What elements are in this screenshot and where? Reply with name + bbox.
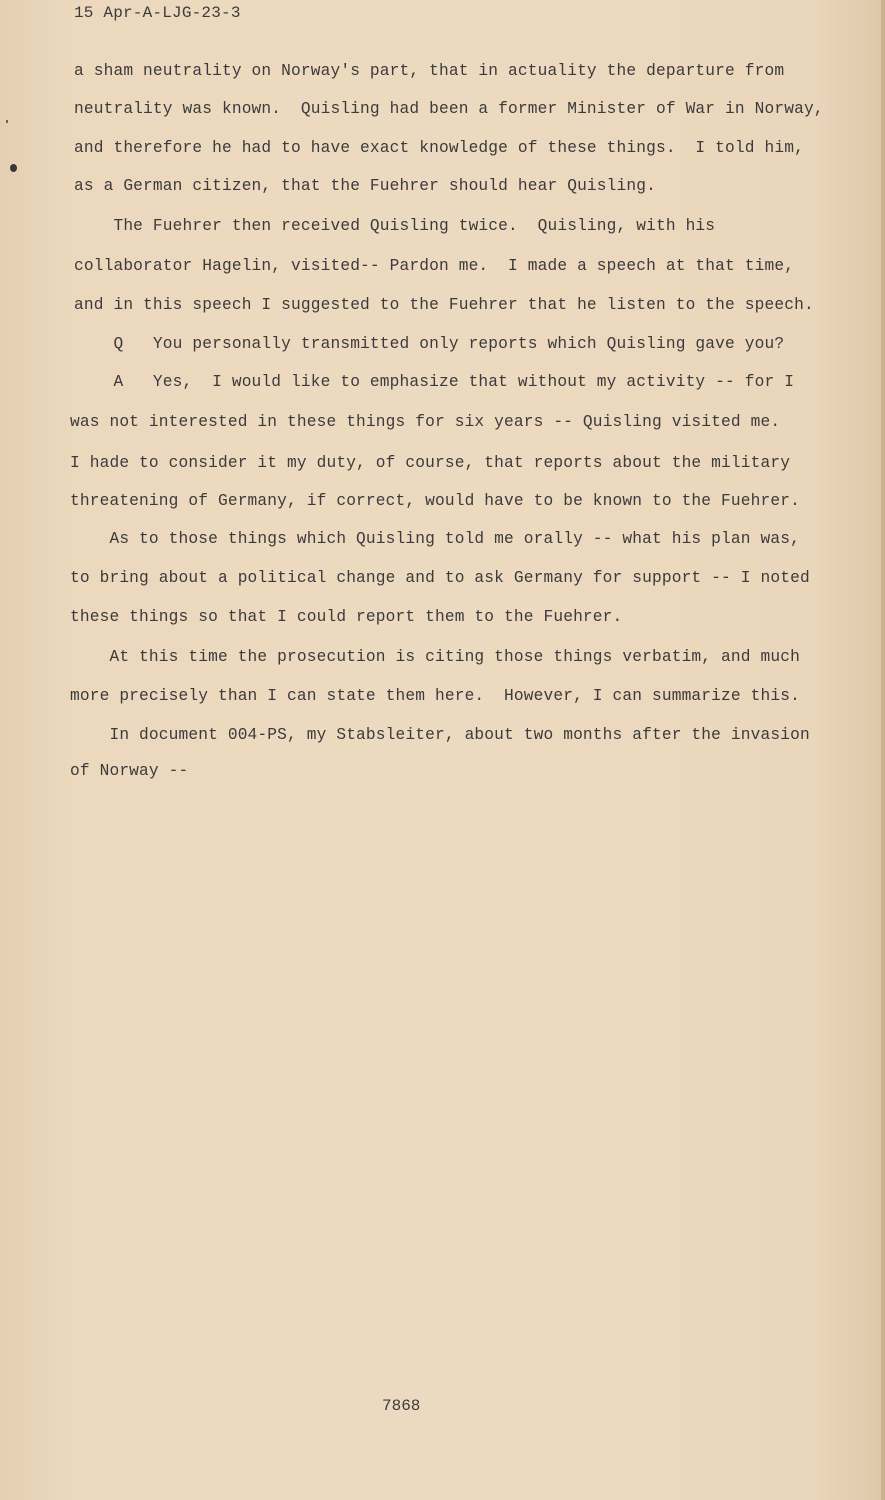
- text-line: As to those things which Quisling told me orally -- what his plan was,: [70, 530, 800, 548]
- text-line: more precisely than I can state them here. However, I can summarize this.: [70, 687, 800, 705]
- text-line: neutrality was known. Quisling had been a former Minister of War in Norway,: [74, 100, 824, 118]
- text-line: At this time the prosecution is citing those things verbatim, and much: [70, 648, 800, 666]
- text-line: to bring about a political change and to ask Germany for support -- I noted: [70, 569, 810, 587]
- text-line: as a German citizen, that the Fuehrer should hear Quisling.: [74, 177, 656, 195]
- punch-mark: [10, 164, 17, 172]
- text-line: a sham neutrality on Norway's part, that in actuality the departure from: [74, 62, 785, 80]
- margin-mark: [6, 120, 8, 123]
- page-number: 7868: [382, 1397, 421, 1415]
- text-line: Q You personally transmitted only reports which Quisling gave you?: [74, 335, 785, 353]
- text-line: The Fuehrer then received Quisling twice. Quisling, with his: [74, 217, 716, 235]
- text-line: threatening of Germany, if correct, would have to be known to the Fuehrer.: [70, 492, 800, 510]
- page-edge: [881, 0, 885, 1500]
- text-line: and therefore he had to have exact knowledge of these things. I told him,: [74, 139, 804, 157]
- text-line: collaborator Hagelin, visited-- Pardon me. I made a speech at that time,: [74, 257, 795, 275]
- text-line: of Norway --: [70, 762, 189, 780]
- text-line: these things so that I could report them to the Fuehrer.: [70, 608, 623, 626]
- text-line: was not interested in these things for six years -- Quisling visited me.: [70, 413, 781, 431]
- text-line: I hade to consider it my duty, of course, that reports about the military: [70, 454, 791, 472]
- text-line: A Yes, I would like to emphasize that without my activity -- for I: [74, 373, 795, 391]
- document-reference: 15 Apr-A-LJG-23-3: [74, 4, 241, 22]
- text-line: and in this speech I suggested to the Fuehrer that he listen to the speech.: [74, 296, 814, 314]
- text-line: In document 004-PS, my Stabsleiter, about two months after the invasion: [70, 726, 810, 744]
